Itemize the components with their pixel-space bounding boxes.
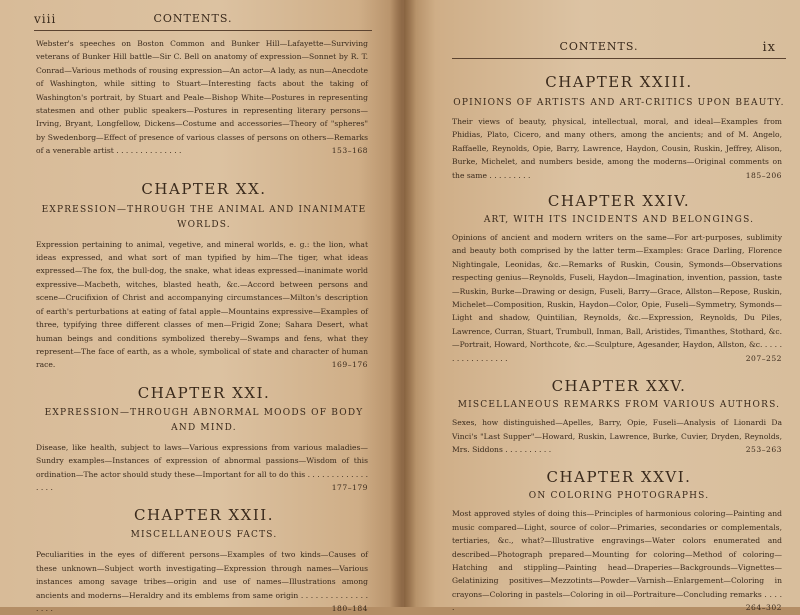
book-gutter [390, 0, 416, 607]
chapter-xx-summary [14, 238, 372, 372]
chapter-xxv-heading: CHAPTER XXV. [551, 377, 687, 396]
chapter-xxi-text: Disease, like health, subject to laws—Various expressions from various maladies—Sundry examples—Instances of expression of abnormal passions—Wisdom of this ordination—The actor should study these—Important for all to do this . . . . . . . . . . . . . . . . . [36, 442, 368, 492]
chapter-xxii-summary [14, 548, 372, 615]
chapter-xxiv-text: Opinions of ancient and modern writers on the same—For art-purposes, sublimity and beauty both comprised by the latter term—Examples: Grace Darling, Florence Nightingale, Leonidas, &c.—Remarks of Ruskin, Cousin, Symonds—Observations respecting genius—Reynolds, Fuseli, Haydon—Imagination, invention, passion, taste—Ruskin, Burke—Drawing or design, Fuseli, Barry—Grace, Allston—Repose, Ruskin, Michelet—Composition, Ruskin, Haydon—Color, Opie, Fuseli—Symmetry, Symonds—Light and shadow, Quintilian, Reynolds, &c.—Expression, Reynolds, Du Piles, Lawrence, Curran, Stuart, Trumbull, Inman, Ball, Aristides, Timanthes, Stothard, &c.—Portrait, Howard, Northcote, &c.—Sculpture, Agesander, Haydon, Allston, &c. . . . . . . . . . . . . . . . . [452, 233, 782, 363]
chapter-xxv-summary [452, 416, 786, 456]
chapter-xxiv-summary [452, 231, 786, 365]
chapter-xxvi-heading: CHAPTER XXVI. [546, 468, 692, 487]
chapter-xxvi-summary [452, 507, 786, 614]
chapter-xxiv-pages: 207–252 [745, 353, 782, 363]
right-page-number: ix [762, 40, 776, 55]
right-running-head [452, 0, 786, 70]
chapter-xxvi-text: Most approved styles of doing this—Principles of harmonious coloring—Painting and music compared—Light, source of color—Primaries, secondaries or complementals, tertiaries, &c., what?—Illustrative engravings—Water colors enumerated and described—Photograph prepared—Mounting for coloring—Method of coloring—Hatching and stippling—Painting head—Draperies—Backgrounds—Vignettes—Gelatinizing positives—Mezzotints—Powder—Varnish—Enlargement—Coloring in crayons—Coloring in pastels—Coloring in oil—Portraiture—Concluding remarks . . . . . [452, 509, 782, 613]
right-running-title: CONTENTS. [559, 40, 639, 53]
chapter-xxv-title: MISCELLANEOUS REMARKS FROM VARIOUS AUTHORS. [457, 400, 781, 411]
chapter-xxv-pages: 253–263 [745, 444, 782, 454]
chapter-xxiii-summary [452, 115, 786, 182]
chapter-xxii-heading: CHAPTER XXII. [134, 506, 274, 525]
chapter-xxiii-heading: CHAPTER XXIII. [545, 73, 693, 91]
left-running-title: CONTENTS. [153, 12, 233, 25]
chapter-xxi-title: EXPRESSION—THROUGH ABNORMAL MOODS OF BODY AND MIND. [44, 407, 364, 433]
chapter-xx-title: EXPRESSION—THROUGH THE ANIMAL AND INANIMATE WORLDS. [41, 204, 367, 230]
chapter-xxv-text: Sexes, how distinguished—Apelles, Barry, Opie, Fuseli—Analysis of Lionardi Da Vinci's "Last Supper"—Howard, Ruskin, Lawrence, Burke, Cuvier, Dryden, Reynolds, Mrs. Siddons . . . . . . . . . . [452, 418, 782, 454]
left-running-head [14, 0, 372, 34]
chapter-xxiii-pages: 185–206 [745, 170, 782, 180]
chapter-xxiii-title: OPINIONS OF ARTISTS AND ART-CRITICS UPON BEAUTY. [453, 98, 785, 108]
chapter-xxiv-heading: CHAPTER XXIV. [547, 192, 691, 211]
chapter-xx-pages: 169–176 [331, 360, 368, 370]
chapter-xxii-pages: 180–184 [331, 603, 368, 613]
chapter-xx-heading: CHAPTER XX. [141, 179, 267, 198]
right-page [404, 0, 800, 613]
chapter-xxi-heading: CHAPTER XXI. [137, 383, 271, 402]
intro-pages: 153–168 [331, 146, 368, 156]
left-page-number: viii [34, 12, 57, 26]
chapter-xxii-text: Peculiarities in the eyes of different persons—Examples of two kinds—Causes of these unknown—Subject worth investigating—Expression through names—Various instances among savage tribes—origin and use of names—Illustrations among ancients and moderns—Heraldry and its emblems from same origin . . . . . . . . . . . . . . . . . . [36, 550, 368, 613]
intro-text: Webster's speeches on Boston Common and Bunker Hill—Lafayette—Surviving veterans of Bunker Hill battle—Sir C. Bell on anatomy of expression—Sonnet by R. T. Conrad—Various methods of rousing expression—An actor—A lady, as nun—Anecdote of Washington, while sitting to Stuart—Interesting facts about the taking of Washington's portrait, by Stuart and Peale—Bishop White—Postures in representing statesmen and other public speakers—Postures in representing literary persons—Irving, Bryant, Longfellow, Dickens—Costume and accessories—Theory of "spheres" by Swedenborg—Effect of presence of various classes of persons on others—Remarks of a venerable artist . . . . . . . . . . . . . . [36, 39, 368, 156]
chapter-xx-text: Expression pertaining to animal, vegetive, and mineral worlds, e. g.: the lion, what ideas expressed, and what sort of man typified by him—The tiger, what ideas expressed—The fox, the bull-dog, the snake, what ideas expressed—inanimate world expressive—Macbeth, witches, blasted heath, &c.—Accord between persons and scene—Crucifixion of Christ and accompanying circumstances—Milton's description of earth's perturbations at eating of fatal apple—Mountains expressive—Examples of three, typifying three different classes of men—Frigid Zone; Sahara Desert, what human beings and conditions symbolized thereby—Swamps and fens, what they represent—The face of earth, as a whole, symbolical of state and character of human race. [36, 239, 368, 370]
left-page [0, 0, 398, 613]
chapter-xxi-summary [14, 441, 372, 495]
chapter-xxvi-pages: 264–302 [745, 603, 782, 613]
chapter-xxiii-text: Their views of beauty, physical, intellectual, moral, and ideal—Examples from Phidias, Plato, Cicero, and many others, among the ancients; and of M. Angelo, Raffaelle, Reynolds, Opie, Barry, Lawrence, Haydon, Cousin, Ruskin, Jeffrey, Alison, Burke, Michelet, and numbers beside, among the moderns—Original comments on the same . . . . . . . . . [452, 117, 782, 180]
chapter-xxvi-title: ON COLORING PHOTOGRAPHS. [528, 491, 710, 502]
chapter-xxi-pages: 177–179 [331, 482, 368, 492]
chapter-xxii-title: MISCELLANEOUS FACTS. [130, 530, 278, 541]
intro-paragraph [14, 37, 372, 158]
chapter-xxiv-title: ART, WITH ITS INCIDENTS AND BELONGINGS. [483, 215, 755, 226]
